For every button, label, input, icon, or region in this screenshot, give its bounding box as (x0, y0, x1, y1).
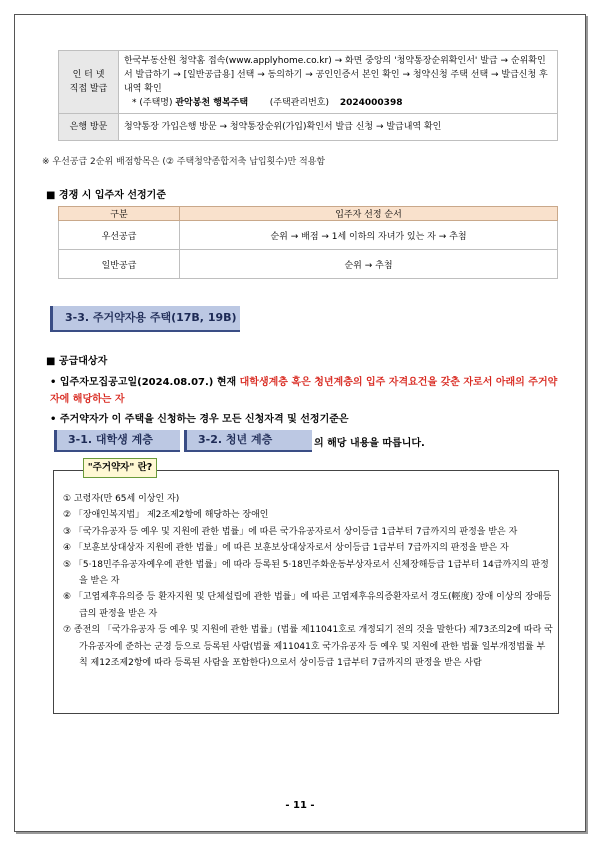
chip-accent (184, 430, 187, 450)
list-item: ① 고령자(만 65세 이상인 자) (63, 494, 180, 504)
competition-table (58, 206, 558, 279)
list-item: ⑤ 「5·18민주유공자예우에 관한 법률」에 따라 등록된 5·18민주화운동부상자로서 신체장해등급 1급부터 14급까지의 판정을 받은 자 (63, 559, 549, 587)
table-row (59, 51, 558, 114)
section-title-box: 3-3. 주거약자용 주택(17B, 19B) (50, 306, 240, 332)
bank-content: 청약통장 가입은행 방문 → 청약통장순위(가입)확인서 발급 신청 → 발급내역 확인 (119, 114, 558, 141)
table-row (59, 250, 558, 279)
label-bank: 은행 방문 (59, 114, 119, 141)
header-category: 구분 (59, 207, 180, 221)
list-item: ⑥ 「고엽제후유의증 등 환자지원 및 단체설립에 관한 법률」에 따른 고엽제후유의증환자로서 경도(輕度) 장애 이상의 장애등급의 판정을 받은 자 (63, 592, 552, 619)
house-info-line: * (주택명) 관악봉천 행복주택 (주택관리번호) 2024000398 (132, 98, 403, 108)
bullet-2: • 주거약자가 이 주택을 신청하는 경우 모든 신청자격 및 선정기준은 (50, 414, 349, 425)
internet-content: 한국부동산원 청약홈 접속(www.applyhome.co.kr) → 화면 중앙의 '청약통장순위확인서' 발급 → 순위확인서 발급하기 → [일반공급용] 선택 → 동의하기 → 공인인증서 본인 확인 → 청약신청 주택 선택 → 발급신청 후 내역 확인 * (주택명) 관악봉천 행복주택 (주택관리번호) 2024000398 (119, 51, 558, 114)
note: ※ 우선공급 2순위 배점항목은 (② 주택청약종합저축 납입횟수)만 적용함 (42, 157, 326, 167)
chip-suffix: 의 해당 내용을 따릅니다. (314, 438, 425, 449)
chip-college: 3-1. 대학생 계층 (54, 430, 180, 452)
list-item: ② 「장애인복지법」 제2조제2항에 해당하는 장애인 (63, 510, 269, 521)
competition-title: ■ 경쟁 시 입주자 선정기준 (46, 190, 166, 201)
order-cell: 순위 → 추첨 (180, 250, 558, 279)
definition-list (63, 491, 553, 671)
bullet-1: • 입주자모집공고일(2024.08.07.) 현재 대학생계층 혹은 청년계층의 입주 자격요건을 갖춘 자로서 아래의 주거약자에 해당하는 자 (50, 377, 558, 405)
list-item: ⑦ 종전의 「국가유공자 등 예우 및 지원에 관한 법률」(법률 제11041호로 개정되기 전의 것을 말한다) 제73조의2에 따라 국가유공자에 준하는 군경 등으로 등록된 사람(법률 제11041호 국가유공자 등 예우 및 지원에 관한 법률 일부개정법률 부칙 제12조제2항에 따라 등록된 사람을 포함한다)으로서 상이등급 1급부터 7급까지의 판정을 받은 사람 (63, 625, 553, 669)
apply-method-table (58, 50, 558, 141)
order-cell: 순위 → 배점 → 1세 이하의 자녀가 있는 자 → 추첨 (180, 221, 558, 250)
table-row (59, 221, 558, 250)
list-item: ③ 「국가유공자 등 예우 및 지원에 관한 법률」에 따른 국가유공자로서 상이등급 1급부터 7급까지의 판정을 받은 자 (63, 526, 518, 537)
table-row (59, 114, 558, 141)
header-order: 입주자 선정 순서 (180, 207, 558, 221)
label-internet: 인 터 넷 직접 발급 (59, 51, 119, 114)
category-cell: 우선공급 (59, 221, 180, 250)
list-item: ④ 「보훈보상대상자 지원에 관한 법률」에 따른 보훈보상대상자로서 상이등급 1급부터 7급까지의 판정을 받은 자 (63, 543, 509, 554)
page-number: - 11 - (285, 800, 315, 811)
definition-tag: "주거약자" 란? (83, 458, 157, 478)
supply-target-title: ■ 공급대상자 (46, 356, 108, 367)
chip-youth: 3-2. 청년 계층 (184, 430, 312, 452)
chip-accent (54, 430, 57, 450)
category-cell: 일반공급 (59, 250, 180, 279)
table-header-row (59, 207, 558, 221)
